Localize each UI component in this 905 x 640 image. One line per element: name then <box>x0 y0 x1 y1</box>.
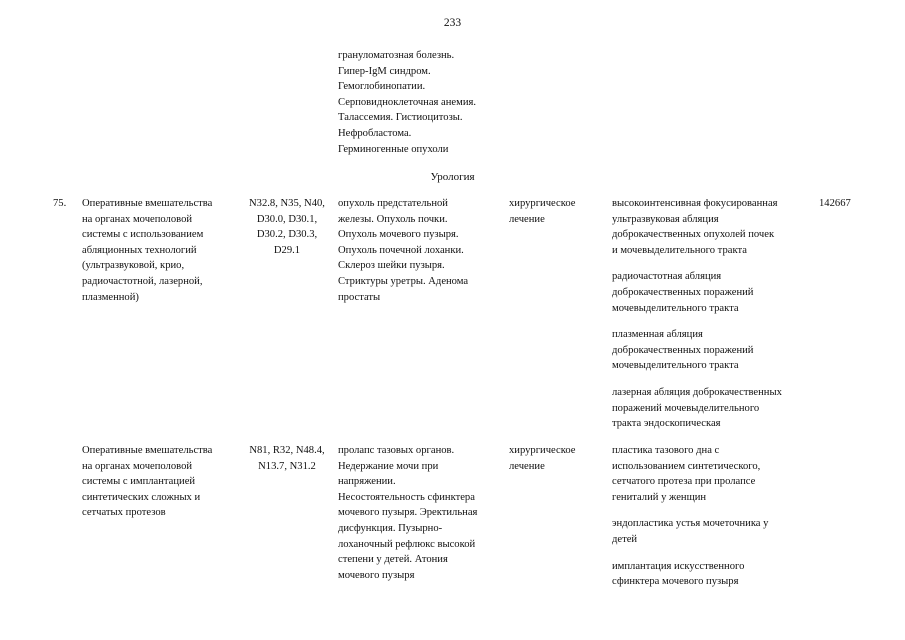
method-item <box>612 443 812 505</box>
text-line: на органах мочеполовой <box>82 213 193 225</box>
patient-model <box>338 196 504 305</box>
text-line: лечение <box>509 213 545 225</box>
text-line: грануломатозная болезнь. <box>338 50 455 61</box>
text-line: доброкачественных поражений <box>612 344 754 356</box>
text-line: опухоль предстательной <box>338 198 448 209</box>
text-line: имплантация искусственного <box>612 560 745 572</box>
text-line: лечение <box>509 460 545 472</box>
intervention-name <box>82 443 240 521</box>
text-line: напряжении. <box>338 476 396 488</box>
section-title: Урология <box>430 171 475 183</box>
text-line: лоханочный рефлюкс высокой <box>338 538 476 550</box>
text-line: D30.0, D30.1, <box>256 213 318 225</box>
text-line: Серповидноклеточная анемия. <box>338 96 477 108</box>
text-line: мочевыделительного тракта <box>612 302 739 314</box>
text-line: мочевого пузыря <box>338 569 415 581</box>
text-line: N13.7, N31.2 <box>258 460 316 472</box>
text-line: пролапс тазовых органов. <box>338 445 455 456</box>
text-line: высокоинтенсивная фокусированная <box>612 198 778 209</box>
text-line: Гипер-IgM синдром. <box>338 65 431 77</box>
text-line: ультразвуковая абляция <box>612 213 719 225</box>
text-line: Талассемия. Гистиоцитозы. <box>338 112 463 124</box>
text-line: N81, R32, N48.4, <box>249 445 325 456</box>
text-line: тракта эндоскопическая <box>612 418 721 430</box>
method-item <box>612 196 812 258</box>
continuation-text <box>338 48 508 157</box>
text-line: Опухоль мочевого пузыря. <box>338 229 459 241</box>
text-line: сфинктера мочевого пузыря <box>612 576 739 588</box>
intervention-name <box>82 196 240 305</box>
treatment-methods <box>612 443 812 601</box>
row-number: 75. <box>53 198 67 209</box>
text-line: детей <box>612 533 638 545</box>
text-line: Герминогенные опухоли <box>338 143 449 155</box>
text-line: Оперативные вмешательства <box>82 198 213 209</box>
treatment-methods <box>612 196 812 443</box>
text-line: дисфункция. Пузырно- <box>338 522 443 534</box>
text-line: Оперативные вмешательства <box>82 445 213 456</box>
text-line: гениталий у женщин <box>612 491 707 503</box>
cost-value: 142667 <box>819 198 851 209</box>
method-item <box>612 516 812 547</box>
text-line: Недержание мочи при <box>338 460 439 472</box>
text-line: плазменной) <box>82 291 139 303</box>
text-line: доброкачественных поражений <box>612 286 754 298</box>
text-line: пластика тазового дна с <box>612 445 720 456</box>
text-line: системы с имплантацией <box>82 476 196 488</box>
text-line: мочевого пузыря. Эректильная <box>338 507 478 519</box>
text-line: доброкачественных опухолей почек <box>612 229 775 241</box>
text-line: сетчатого протеза при пролапсе <box>612 476 756 488</box>
text-line: D29.1 <box>273 244 301 256</box>
text-line: Опухоль почечной лоханки. <box>338 244 464 256</box>
text-line: плазменная абляция <box>612 329 703 341</box>
text-line: степени у детей. Атония <box>338 554 448 566</box>
text-line: синтетических сложных и <box>82 491 201 503</box>
patient-model <box>338 443 504 583</box>
text-line: хирургическое <box>509 445 576 456</box>
text-line: Гемоглобинопатии. <box>338 81 426 93</box>
text-line: поражений мочевыделительного <box>612 402 760 414</box>
text-line: Нефробластома. <box>338 127 412 139</box>
icd-codes <box>242 443 332 474</box>
text-line: использованием синтетического, <box>612 460 761 472</box>
text-line: хирургическое <box>509 198 576 209</box>
text-line: N32.8, N35, N40, <box>249 198 325 209</box>
text-line: радиочастотная абляция <box>612 271 722 283</box>
page-number: 233 <box>443 17 462 29</box>
text-line: Стриктуры уретры. Аденома <box>338 275 469 287</box>
method-item <box>612 559 812 590</box>
text-line: простаты <box>338 291 381 303</box>
text-line: сетчатых протезов <box>82 507 166 519</box>
text-line: Несостоятельность сфинктера <box>338 491 475 503</box>
method-item <box>612 385 812 432</box>
treatment-type <box>509 196 601 227</box>
text-line: лазерная абляция доброкачественных <box>612 386 782 398</box>
text-line: (ультразвуковой, крио, <box>82 260 185 272</box>
method-item <box>612 327 812 374</box>
text-line: D30.2, D30.3, <box>256 229 318 241</box>
text-line: абляционных технологий <box>82 244 197 256</box>
text-line: мочевыделительного тракта <box>612 360 739 372</box>
icd-codes <box>242 196 332 258</box>
text-line: системы с использованием <box>82 229 204 241</box>
text-line: радиочастотной, лазерной, <box>82 275 203 287</box>
text-line: эндопластика устья мочеточника у <box>612 518 769 530</box>
text-line: железы. Опухоль почки. <box>338 213 448 225</box>
text-line: Склероз шейки пузыря. <box>338 260 445 272</box>
treatment-type <box>509 443 601 474</box>
text-line: на органах мочеполовой <box>82 460 193 472</box>
text-line: и мочевыделительного тракта <box>612 244 747 256</box>
method-item <box>612 269 812 316</box>
